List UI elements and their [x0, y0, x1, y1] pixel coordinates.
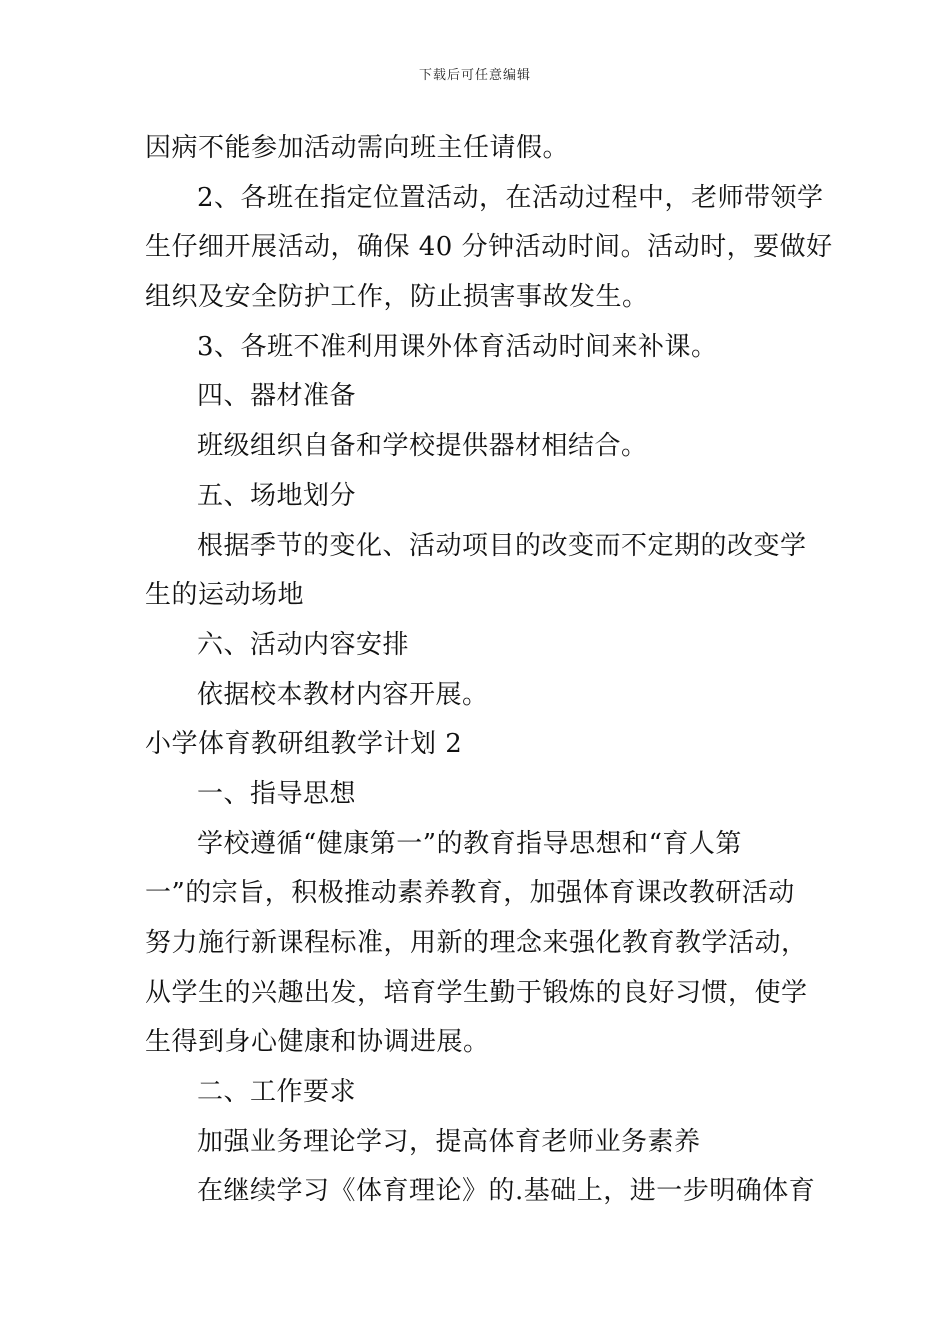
text-line: 班级组织自备和学校提供器材相结合。: [197, 431, 648, 462]
section-heading: 二、工作要求: [197, 1077, 357, 1108]
text-line: 3、各班不准利用课外体育活动时间来补课。: [197, 331, 718, 362]
section-heading: 一、指导思想: [197, 778, 357, 809]
text-line: 努力施行新课程标准，用新的理念来强化教育教学活动，: [145, 928, 808, 958]
text-line: 组织及安全防护工作，防止损害事故发生。: [145, 282, 649, 313]
page-header: 下载后可任意编辑: [418, 68, 531, 83]
text-line: 在继续学习《体育理论》的.基础上，进一步明确体育: [197, 1176, 816, 1207]
text-line: 从学生的兴趣出发，培育学生勤于锻炼的良好习惯，使学: [145, 977, 808, 1008]
section-heading: 四、器材准备: [197, 381, 357, 412]
text-line: 因病不能参加活动需向班主任请假。: [145, 133, 570, 163]
text-line: 依据校本教材内容开展。: [197, 679, 489, 710]
text-line: 学校遵循“健康第一”的教育指导思想和“育人第: [197, 828, 742, 859]
document-body: [145, 124, 833, 1217]
text-line: 一”的宗旨，积极推动素养教育，加强体育课改教研活动: [145, 878, 795, 909]
text-line: 生得到身心健康和协调进展。: [145, 1027, 490, 1058]
section-heading: 五、场地划分: [197, 480, 357, 511]
text-line: 加强业务理论学习，提高体育老师业务素养: [197, 1126, 701, 1157]
text-line: 生仔细开展活动，确保 40 分钟活动时间。活动时，要做好: [145, 232, 833, 263]
text-line: 2、各班在指定位置活动，在活动过程中，老师带领学: [197, 182, 824, 213]
text-line: 生的运动场地: [145, 580, 305, 611]
text-line: 根据季节的变化、活动项目的改变而不定期的改变学: [197, 530, 807, 561]
document-title: 小学体育教研组教学计划 2: [145, 729, 463, 760]
section-heading: 六、活动内容安排: [197, 629, 410, 660]
